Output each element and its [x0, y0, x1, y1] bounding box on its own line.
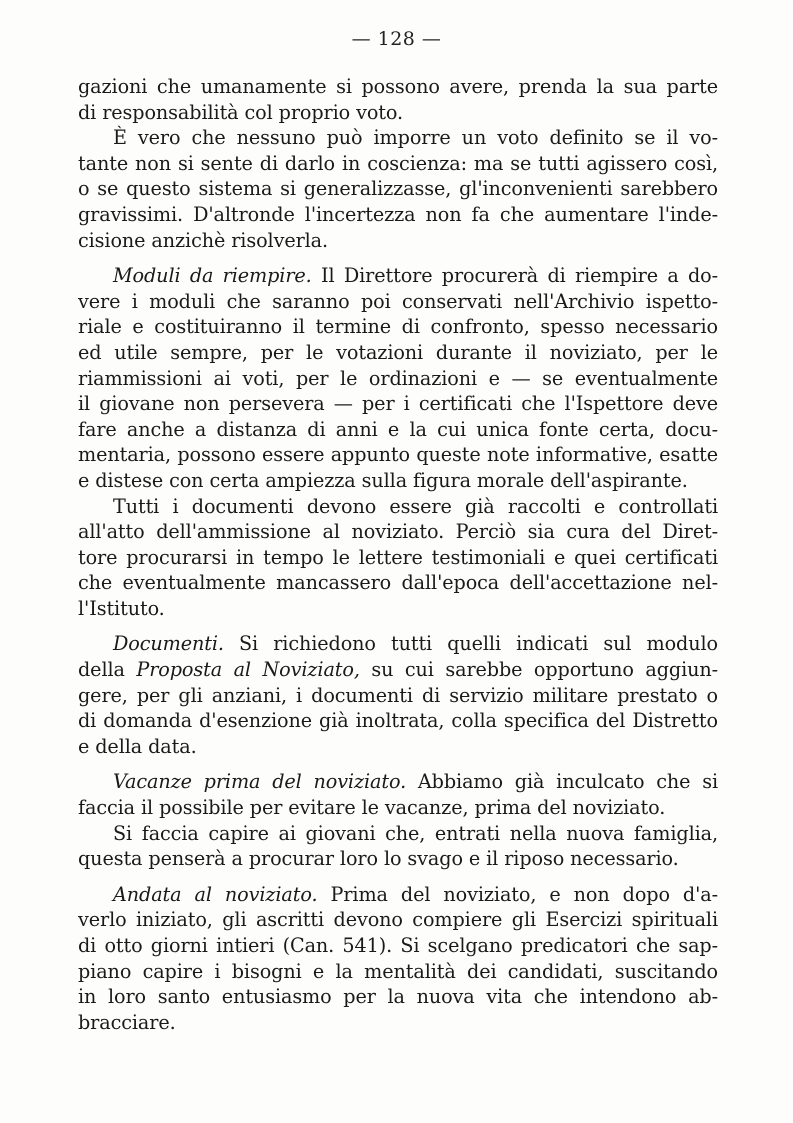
- text-run: Si richiedono tutti quelli indicati sul modulo: [239, 632, 718, 656]
- text-line: fare anche a distanza di anni e la cui unica fonte certa, docu-: [78, 417, 718, 441]
- paragraph-moduli: [78, 263, 718, 493]
- text-line: riammissioni ai voti, per le ordinazioni e — se eventualmente: [78, 366, 718, 390]
- paragraph-vacanze: [78, 769, 718, 820]
- text-line: verlo iniziato, gli ascritti devono compiere gli Esercizi spirituali: [78, 908, 718, 932]
- section-heading-documenti: Documenti.: [113, 632, 224, 656]
- text-line: riale e costituiranno il termine di confronto, spesso necessario: [78, 315, 718, 339]
- section-heading-andata: Andata al noviziato.: [113, 882, 318, 906]
- text-line: gravissimi. D'altronde l'incertezza non fa che aumentare l'inde-: [78, 202, 718, 226]
- text-line: in loro santo entusiasmo per la nuova vita che intendono ab-: [78, 985, 718, 1009]
- text-run: Il Direttore procurerà di riempire a do-: [321, 264, 718, 288]
- paragraph-documenti-raccolti: [78, 494, 718, 622]
- text-line: [78, 882, 718, 908]
- text-line: e della data.: [78, 734, 197, 758]
- section-heading-moduli: Moduli da riempire.: [113, 264, 312, 288]
- text-line: Tutti i documenti devono essere già raccolti e controllati: [113, 494, 718, 518]
- text-line: È vero che nessuno può imporre un voto definito se il vo-: [113, 126, 718, 150]
- body-text: [78, 74, 718, 1035]
- text-line: gazioni che umanamente si possono avere, prenda la sua parte: [78, 75, 718, 98]
- text-run: Prima del noviziato, e non dopo d'a-: [330, 882, 719, 906]
- paragraph-andata: [78, 882, 718, 1036]
- text-line: che eventualmente mancassero dall'epoca dell'accettazione nel-: [78, 571, 718, 595]
- paragraph-svago: [78, 821, 718, 872]
- text-line: di responsabilità col proprio voto.: [78, 100, 404, 124]
- text-line: o se questo sistema si generalizzasse, gl'inconvenienti sarebbero: [78, 177, 718, 201]
- text-line: [78, 631, 718, 657]
- text-line: ed utile sempre, per le votazioni durante il noviziato, per le: [78, 340, 718, 364]
- text-line: [78, 657, 718, 683]
- text-line: l'Istituto.: [78, 596, 165, 620]
- text-line: di otto giorni intieri (Can. 541). Si scelgano predicatori che sap-: [78, 934, 718, 957]
- paragraph-voto: [78, 125, 718, 253]
- text-line: cisione anzichè risolverla.: [78, 228, 329, 252]
- text-line: [78, 263, 718, 289]
- text-run: della: [78, 658, 125, 682]
- section-heading-vacanze: Vacanze prima del noviziato.: [113, 770, 407, 794]
- paragraph-continuation: [78, 74, 718, 125]
- paragraph-documenti: [78, 631, 718, 759]
- text-line: e distese con certa ampiezza sulla figura morale dell'aspirante.: [78, 468, 688, 492]
- text-line: di domanda d'esenzione già inoltrata, colla specifica del Distretto: [78, 709, 718, 733]
- text-line: all'atto dell'ammissione al noviziato. Perciò sia cura del Diret-: [78, 520, 718, 544]
- text-line: mentaria, possono essere appunto queste note informative, esatte: [78, 443, 718, 467]
- italic-title: Proposta al Noviziato,: [136, 658, 360, 682]
- text-line: [78, 769, 718, 795]
- text-line: Si faccia capire ai giovani che, entrati nella nuova famiglia,: [113, 821, 718, 845]
- text-run: su cui sarebbe opportuno aggiun-: [371, 658, 719, 682]
- text-line: faccia il possibile per evitare le vacanze, prima del noviziato.: [78, 796, 666, 820]
- text-line: il giovane non persevera — per i certificati che l'Ispettore deve: [78, 392, 718, 416]
- text-line: tante non si sente di darlo in coscienza: ma se tutti agissero così,: [78, 151, 718, 175]
- text-line: bracciare.: [78, 1010, 176, 1034]
- text-line: piano capire i bisogni e la mentalità dei candidati, suscitando: [78, 959, 718, 983]
- text-run: Abbiamo già inculcato che si: [417, 770, 719, 794]
- text-line: questa penserà a procurar loro lo svago e il riposo necessario.: [78, 847, 679, 871]
- text-line: gere, per gli anziani, i documenti di servizio militare prestato o: [78, 683, 718, 707]
- text-line: vere i moduli che saranno poi conservati nell'Archivio ispetto-: [78, 289, 718, 313]
- text-line: tore procurarsi in tempo le lettere testimoniali e quei certificati: [78, 545, 718, 569]
- page-number: — 128 —: [351, 28, 442, 50]
